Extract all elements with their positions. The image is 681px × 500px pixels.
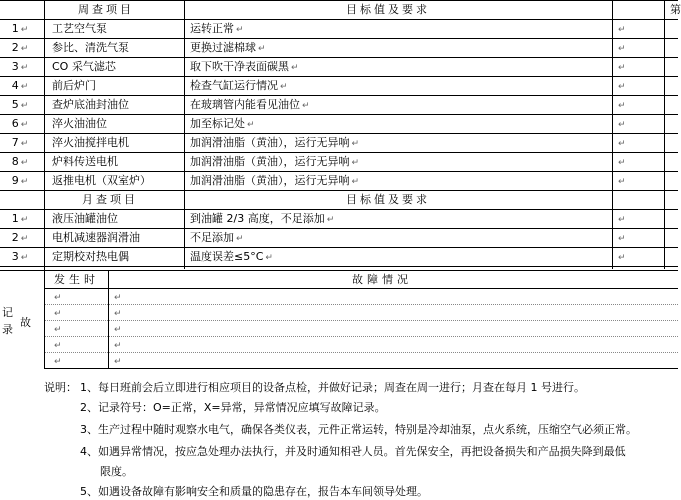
weekly-row	[0, 133, 678, 152]
weekly-row-number: 6 ↵	[11, 117, 29, 130]
weekly-row-number: 4 ↵	[11, 79, 29, 92]
weekly-check-cell[interactable]	[616, 38, 656, 57]
weekly-row	[0, 95, 678, 114]
weekly-check-cell[interactable]	[616, 19, 656, 38]
weekly-row	[0, 38, 678, 57]
return-mark-icon: ↵	[247, 120, 255, 130]
fault-side-label-gu: 故	[20, 316, 31, 329]
col-divider	[612, 0, 613, 269]
monthly-target: 温度误差≤5°C ↵	[190, 250, 273, 263]
return-mark-icon: ↵	[114, 293, 122, 303]
return-mark-icon: ↵	[20, 234, 29, 244]
return-mark-icon: ↵	[20, 101, 29, 111]
weekly-row-number: 8 ↵	[11, 155, 29, 168]
monthly-item: 液压油罐油位	[52, 212, 118, 225]
col-divider	[44, 0, 45, 368]
return-mark-icon: ↵	[114, 341, 122, 351]
row-divider	[0, 266, 678, 267]
weekly-check-cell[interactable]	[616, 95, 656, 114]
weekly-item: 查炉底油封油位	[52, 98, 129, 111]
weekly-item: 淬火油油位	[52, 117, 107, 130]
row-divider	[0, 114, 678, 115]
return-mark-icon: ↵	[618, 44, 626, 54]
row-divider	[0, 171, 678, 172]
return-mark-icon: ↵	[20, 44, 29, 54]
monthly-row-number: 3 ↵	[11, 250, 29, 263]
return-mark-icon: ↵	[351, 177, 360, 187]
return-mark-icon: ↵	[20, 253, 29, 263]
fault-time-cell[interactable]	[52, 305, 72, 320]
weekly-check-cell[interactable]	[616, 114, 656, 133]
weekly-check-cell[interactable]	[616, 133, 656, 152]
return-mark-icon: ↵	[20, 63, 29, 73]
row-divider	[0, 38, 678, 39]
weekly-item: 工艺空气泵	[52, 22, 107, 35]
row-divider	[0, 190, 678, 191]
return-mark-icon: ↵	[326, 215, 335, 225]
row-divider	[0, 228, 678, 229]
return-mark-icon: ↵	[236, 25, 244, 35]
note-5: 5、如遇设备故障有影响安全和质量的隐患存在，报告本车间领导处理。	[80, 485, 428, 498]
weekly-target: 加润滑油脂（黄油），运行无异响 ↵	[190, 155, 360, 168]
return-mark-icon: ↵	[20, 25, 29, 35]
return-mark-icon: ↵	[54, 357, 62, 367]
return-mark-icon: ↵	[280, 82, 288, 92]
row-divider	[0, 95, 678, 96]
row-divider	[0, 152, 678, 153]
return-mark-icon: ↵	[618, 63, 626, 73]
row-divider	[0, 133, 678, 134]
fault-detail-cell[interactable]	[112, 337, 132, 352]
return-mark-icon: ↵	[265, 253, 273, 263]
monthly-row	[0, 209, 678, 228]
return-mark-icon: ↵	[54, 341, 62, 351]
weekly-item-header: 周查项目	[78, 3, 134, 16]
return-mark-icon: ↵	[351, 139, 360, 149]
weekly-target: 更换过滤棉球 ↵	[190, 41, 266, 54]
return-mark-icon: ↵	[618, 25, 626, 35]
monthly-check-cell[interactable]	[616, 247, 656, 266]
monthly-row-number: 1 ↵	[11, 212, 29, 225]
weekly-target-header: 目标值及要求	[346, 3, 430, 16]
return-mark-icon: ↵	[20, 139, 29, 149]
dotted-row-line	[45, 304, 678, 305]
row-divider	[44, 288, 678, 289]
monthly-check-cell[interactable]	[616, 228, 656, 247]
weekly-row	[0, 19, 678, 38]
return-mark-icon: ↵	[351, 158, 360, 168]
return-mark-icon: ↵	[618, 177, 626, 187]
row-divider	[0, 247, 678, 248]
dotted-row-line	[45, 336, 678, 337]
weekly-row	[0, 57, 678, 76]
weekly-row-number: 5 ↵	[11, 98, 29, 111]
weekly-row-number: 2 ↵	[11, 41, 29, 54]
monthly-target: 到油罐 2/3 高度，不足添加 ↵	[190, 212, 335, 225]
return-mark-icon: ↵	[54, 309, 62, 319]
return-mark-icon: ↵	[618, 215, 626, 225]
weekly-row	[0, 114, 678, 133]
return-mark-icon: ↵	[618, 139, 626, 149]
weekly-check-cell[interactable]	[616, 171, 656, 190]
col-divider	[664, 0, 665, 269]
weekly-target: 在玻璃管内能看见油位 ↵	[190, 98, 310, 111]
col-divider	[184, 0, 185, 269]
weekly-row-number: 3 ↵	[11, 60, 29, 73]
weekly-row	[0, 152, 678, 171]
weekly-row-number: 9 ↵	[11, 174, 29, 187]
weekly-target: 检查气缸运行情况 ↵	[190, 79, 288, 92]
weekly-target: 运转正常 ↵	[190, 22, 244, 35]
weekly-item: 返推电机（双室炉）	[52, 174, 151, 187]
weekly-item: 参比、清洗气泵	[52, 41, 129, 54]
fault-time-header: 发生时	[54, 273, 99, 286]
fault-detail-cell[interactable]	[112, 305, 132, 320]
return-mark-icon: ↵	[114, 309, 122, 319]
monthly-target-header: 目标值及要求	[346, 193, 430, 206]
weekly-row-number: 1 ↵	[11, 22, 29, 35]
return-mark-icon: ↵	[114, 325, 122, 335]
weekly-row	[0, 76, 678, 95]
weekly-check-cell[interactable]	[616, 57, 656, 76]
row-divider	[0, 0, 678, 1]
weekly-target: 取下吹干净表面碳黑 ↵	[190, 60, 299, 73]
weekly-target: 加润滑油脂（黄油），运行无异响 ↵	[190, 136, 360, 149]
fault-time-cell[interactable]	[52, 321, 72, 336]
monthly-target: 不足添加 ↵	[190, 231, 244, 244]
weekly-row-number: 7 ↵	[11, 136, 29, 149]
fault-side-label-lu: 录	[2, 323, 13, 336]
weekly-right-partial: 第	[670, 3, 681, 16]
return-mark-icon: ↵	[618, 253, 626, 263]
weekly-check-cell[interactable]	[616, 76, 656, 95]
monthly-check-cell[interactable]	[616, 209, 656, 228]
fault-time-cell[interactable]	[52, 289, 72, 304]
weekly-item: 炉料传送电机	[52, 155, 118, 168]
fault-header-row	[0, 270, 678, 288]
note-2: 2、记录符号：O=正常，X=异常，异常情况应填写故障记录。	[80, 401, 386, 414]
weekly-row	[0, 171, 678, 190]
weekly-header-row	[0, 0, 681, 19]
note-3: 3、生产过程中随时观察水电气，确保各类仪表，元件正常运转，特别是冷却油泵，点火系统，压缩空气必须正常。	[80, 423, 637, 436]
return-mark-icon: ↵	[258, 44, 266, 54]
dotted-row-line	[45, 320, 678, 321]
fault-detail-cell[interactable]	[112, 353, 132, 368]
return-mark-icon: ↵	[618, 120, 626, 130]
return-mark-icon: ↵	[302, 101, 310, 111]
return-mark-icon: ↵	[20, 158, 29, 168]
notes-prefix: 说明：	[44, 381, 77, 394]
return-mark-icon: ↵	[20, 120, 29, 130]
weekly-item: CO 采气滤芯	[52, 60, 116, 73]
note-1: 1、每日班前会后立即进行相应项目的设备点检，并做好记录；周查在周一进行；月查在每月 1 号进行。	[80, 381, 585, 394]
return-mark-icon: ↵	[54, 325, 62, 335]
col-divider	[108, 270, 109, 368]
return-mark-icon: ↵	[618, 101, 626, 111]
weekly-target: 加至标记处 ↵	[190, 117, 255, 130]
monthly-row	[0, 228, 678, 247]
weekly-check-cell[interactable]	[616, 152, 656, 171]
return-mark-icon: ↵	[618, 158, 626, 168]
fault-time-cell[interactable]	[52, 353, 72, 368]
return-mark-icon: ↵	[618, 234, 626, 244]
fault-detail-cell[interactable]	[112, 321, 132, 336]
return-mark-icon: ↵	[54, 293, 62, 303]
return-mark-icon: ↵	[20, 177, 29, 187]
dotted-row-line	[45, 352, 678, 353]
monthly-item: 电机减速器润滑油	[52, 231, 140, 244]
return-mark-icon: ↵	[618, 82, 626, 92]
fault-detail-header: 故障情况	[352, 273, 412, 286]
row-divider	[0, 19, 678, 20]
row-divider	[0, 270, 678, 271]
fault-time-cell[interactable]	[52, 337, 72, 352]
row-divider	[44, 368, 678, 369]
row-divider	[0, 76, 678, 77]
weekly-item: 前后炉门	[52, 79, 96, 92]
return-mark-icon: ↵	[20, 82, 29, 92]
return-mark-icon: ↵	[236, 234, 244, 244]
monthly-row	[0, 247, 678, 266]
monthly-header-row	[0, 190, 678, 209]
fault-detail-cell[interactable]	[112, 289, 132, 304]
return-mark-icon: ↵	[20, 215, 29, 225]
note-4-continued: 限度。	[100, 465, 133, 478]
monthly-item: 定期校对热电偶	[52, 250, 129, 263]
return-mark-icon: ↵	[114, 357, 122, 367]
weekly-target: 加润滑油脂（黄油），运行无异响 ↵	[190, 174, 360, 187]
fault-side-label-ji: 记	[2, 306, 13, 319]
row-divider	[0, 57, 678, 58]
row-divider	[0, 209, 678, 210]
note-4: 4、如遇异常情况，按应急处理办法执行，并及时通知相관人员。首先保安全，再把设备损失和产品损失降到最低	[80, 445, 626, 458]
return-mark-icon: ↵	[291, 63, 299, 73]
monthly-row-number: 2 ↵	[11, 231, 29, 244]
monthly-item-header: 月查项目	[82, 193, 138, 206]
weekly-item: 淬火油搅拌电机	[52, 136, 129, 149]
